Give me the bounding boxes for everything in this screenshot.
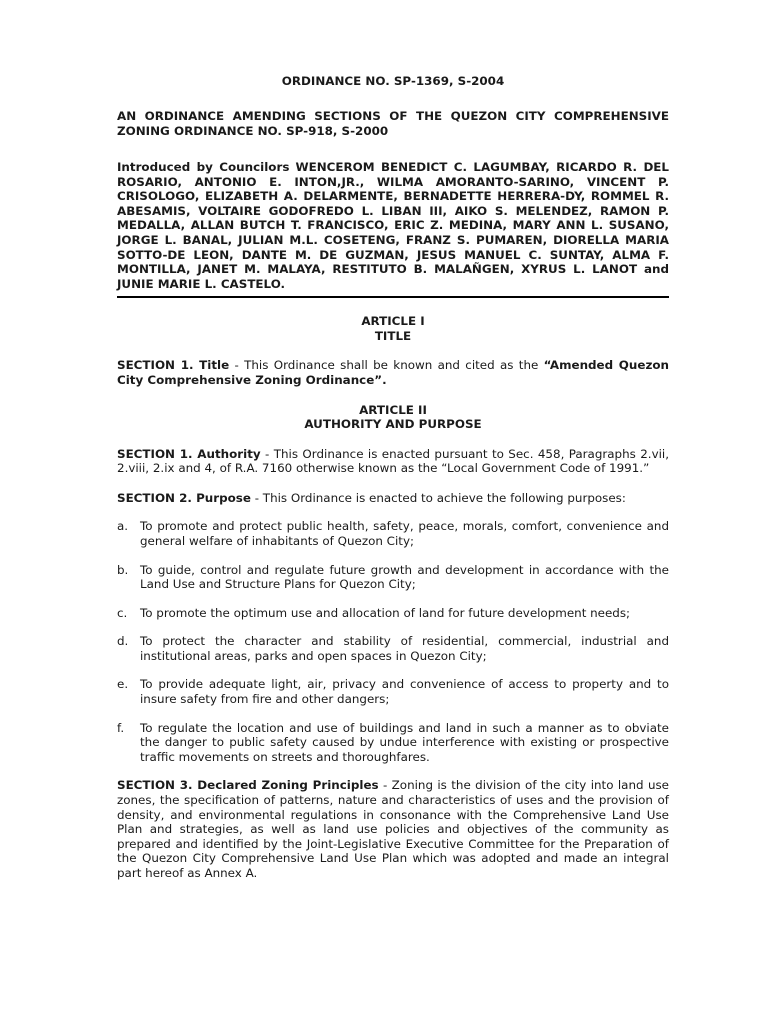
section-heading: SECTION 1. Authority xyxy=(117,446,261,461)
section-heading: SECTION 2. Purpose xyxy=(117,490,251,505)
article-2-section-3 xyxy=(117,778,669,880)
introduced-label: Introduced by Councilors xyxy=(117,160,290,174)
list-item-label: a. xyxy=(117,519,129,534)
list-item xyxy=(117,606,669,621)
list-item-label: f. xyxy=(117,720,125,735)
article-2-section-1 xyxy=(117,447,669,476)
list-item xyxy=(117,721,669,765)
article-1-section-1 xyxy=(117,358,669,387)
document-page xyxy=(117,74,669,881)
ordinance-subject: AN ORDINANCE AMENDING SECTIONS OF THE QUEZON CITY COMPREHENSIVE ZONING ORDINANCE NO. SP-918, S-2000 xyxy=(117,109,669,138)
article-2-section-2 xyxy=(117,491,669,506)
article-1-heading: ARTICLE I xyxy=(361,314,425,329)
introduced-by xyxy=(117,160,669,291)
list-item-text: To promote and protect public health, safety, peace, morals, comfort, convenience and general welfare of inhabitants of Quezon City; xyxy=(140,519,669,548)
list-item-text: To provide adequate light, air, privacy and convenience of access to property and to insure safety from fire and other dangers; xyxy=(140,677,669,707)
section-text: - Zoning is the division of the city into land use zones, the specification of patterns, nature and characteristics of uses and the provision of density, and environmental regulations in consonance with the Comprehensive Land Use Plan and strategies, as well as land use policies and objectives of the community as prepared and identified by the Joint-Legislative Executive Committee for the Preparation of the Quezon City Comprehensive Land Use Plan which was adopted and made an integral part hereof as Annex A. xyxy=(117,778,669,880)
section-text: - This Ordinance is enacted pursuant to Sec. 458, Paragraphs 2.vii, 2.viii, 2.ix and 4, of R.A. 7160 otherwise known as the “Local Government Code of 1991.” xyxy=(117,446,669,476)
list-item xyxy=(117,634,669,663)
separator-rule xyxy=(117,296,669,298)
section-text: - This Ordinance shall be known and cited as the xyxy=(229,358,544,373)
list-item-label: d. xyxy=(117,634,129,649)
councilor-names: WENCEROM BENEDICT C. LAGUMBAY, RICARDO R. DEL ROSARIO, ANTONIO E. INTON,JR., WILMA AMORANTO-SARINO, VINCENT P. CRISOLOGO, ELIZABETH A. DELARMENTE, BERNADETTE HERRERA-DY, ROMMEL R. ABESAMIS, VOLTAIRE GODOFREDO L. LIBAN III, AIKO S. MELENDEZ, RAMON P. MEDALLA, ALLAN BUTCH T. FRANCISCO, ERIC Z. MEDINA, MARY ANN L. SUSANO, JORGE L. BANAL, JULIAN M.L. COSETENG, FRANZ S. PUMAREN, DIORELLA MARIA SOTTO-DE LEON, DANTE M. DE GUZMAN, JESUS MANUEL C. SUNTAY, ALMA F. MONTILLA, JANET M. MALAYA, RESTITUTO B. MALAÑGEN, XYRUS L. LANOT and JUNIE MARIE L. CASTELO. xyxy=(117,160,670,291)
section-text: - This Ordinance is enacted to achieve the following purposes: xyxy=(250,490,626,505)
list-item xyxy=(117,519,669,548)
section-heading: SECTION 1. Title xyxy=(117,358,230,373)
list-item-text: To promote the optimum use and allocation of land for future development needs; xyxy=(140,605,631,620)
list-item-text: To guide, control and regulate future growth and development in accordance with the Land Use and Structure Plans for Quezon City; xyxy=(140,562,669,592)
ordinance-number: ORDINANCE NO. SP-1369, S-2004 xyxy=(281,74,505,88)
list-item-text: To regulate the location and use of buildings and land in such a manner as to obviate the danger to public safety caused by undue interference with existing or prospective traffic movements on streets and thoroughfares. xyxy=(140,720,669,764)
article-2-heading: ARTICLE II xyxy=(359,402,427,417)
article-1-title: TITLE xyxy=(374,328,412,343)
list-item xyxy=(117,563,669,592)
list-item-label: c. xyxy=(117,605,128,620)
list-item-text: To protect the character and stability of residential, commercial, industrial and institutional areas, parks and open spaces in Quezon City; xyxy=(140,634,669,663)
article-2-title: AUTHORITY AND PURPOSE xyxy=(304,417,482,432)
section-heading: SECTION 3. Declared Zoning Principles xyxy=(117,778,379,793)
list-item xyxy=(117,677,669,706)
section-quoted-name: “Amended Quezon City Comprehensive Zoning Ordinance”. xyxy=(117,358,669,387)
list-item-label: b. xyxy=(117,562,129,577)
purposes-list xyxy=(117,519,669,764)
list-item-label: e. xyxy=(117,677,129,692)
